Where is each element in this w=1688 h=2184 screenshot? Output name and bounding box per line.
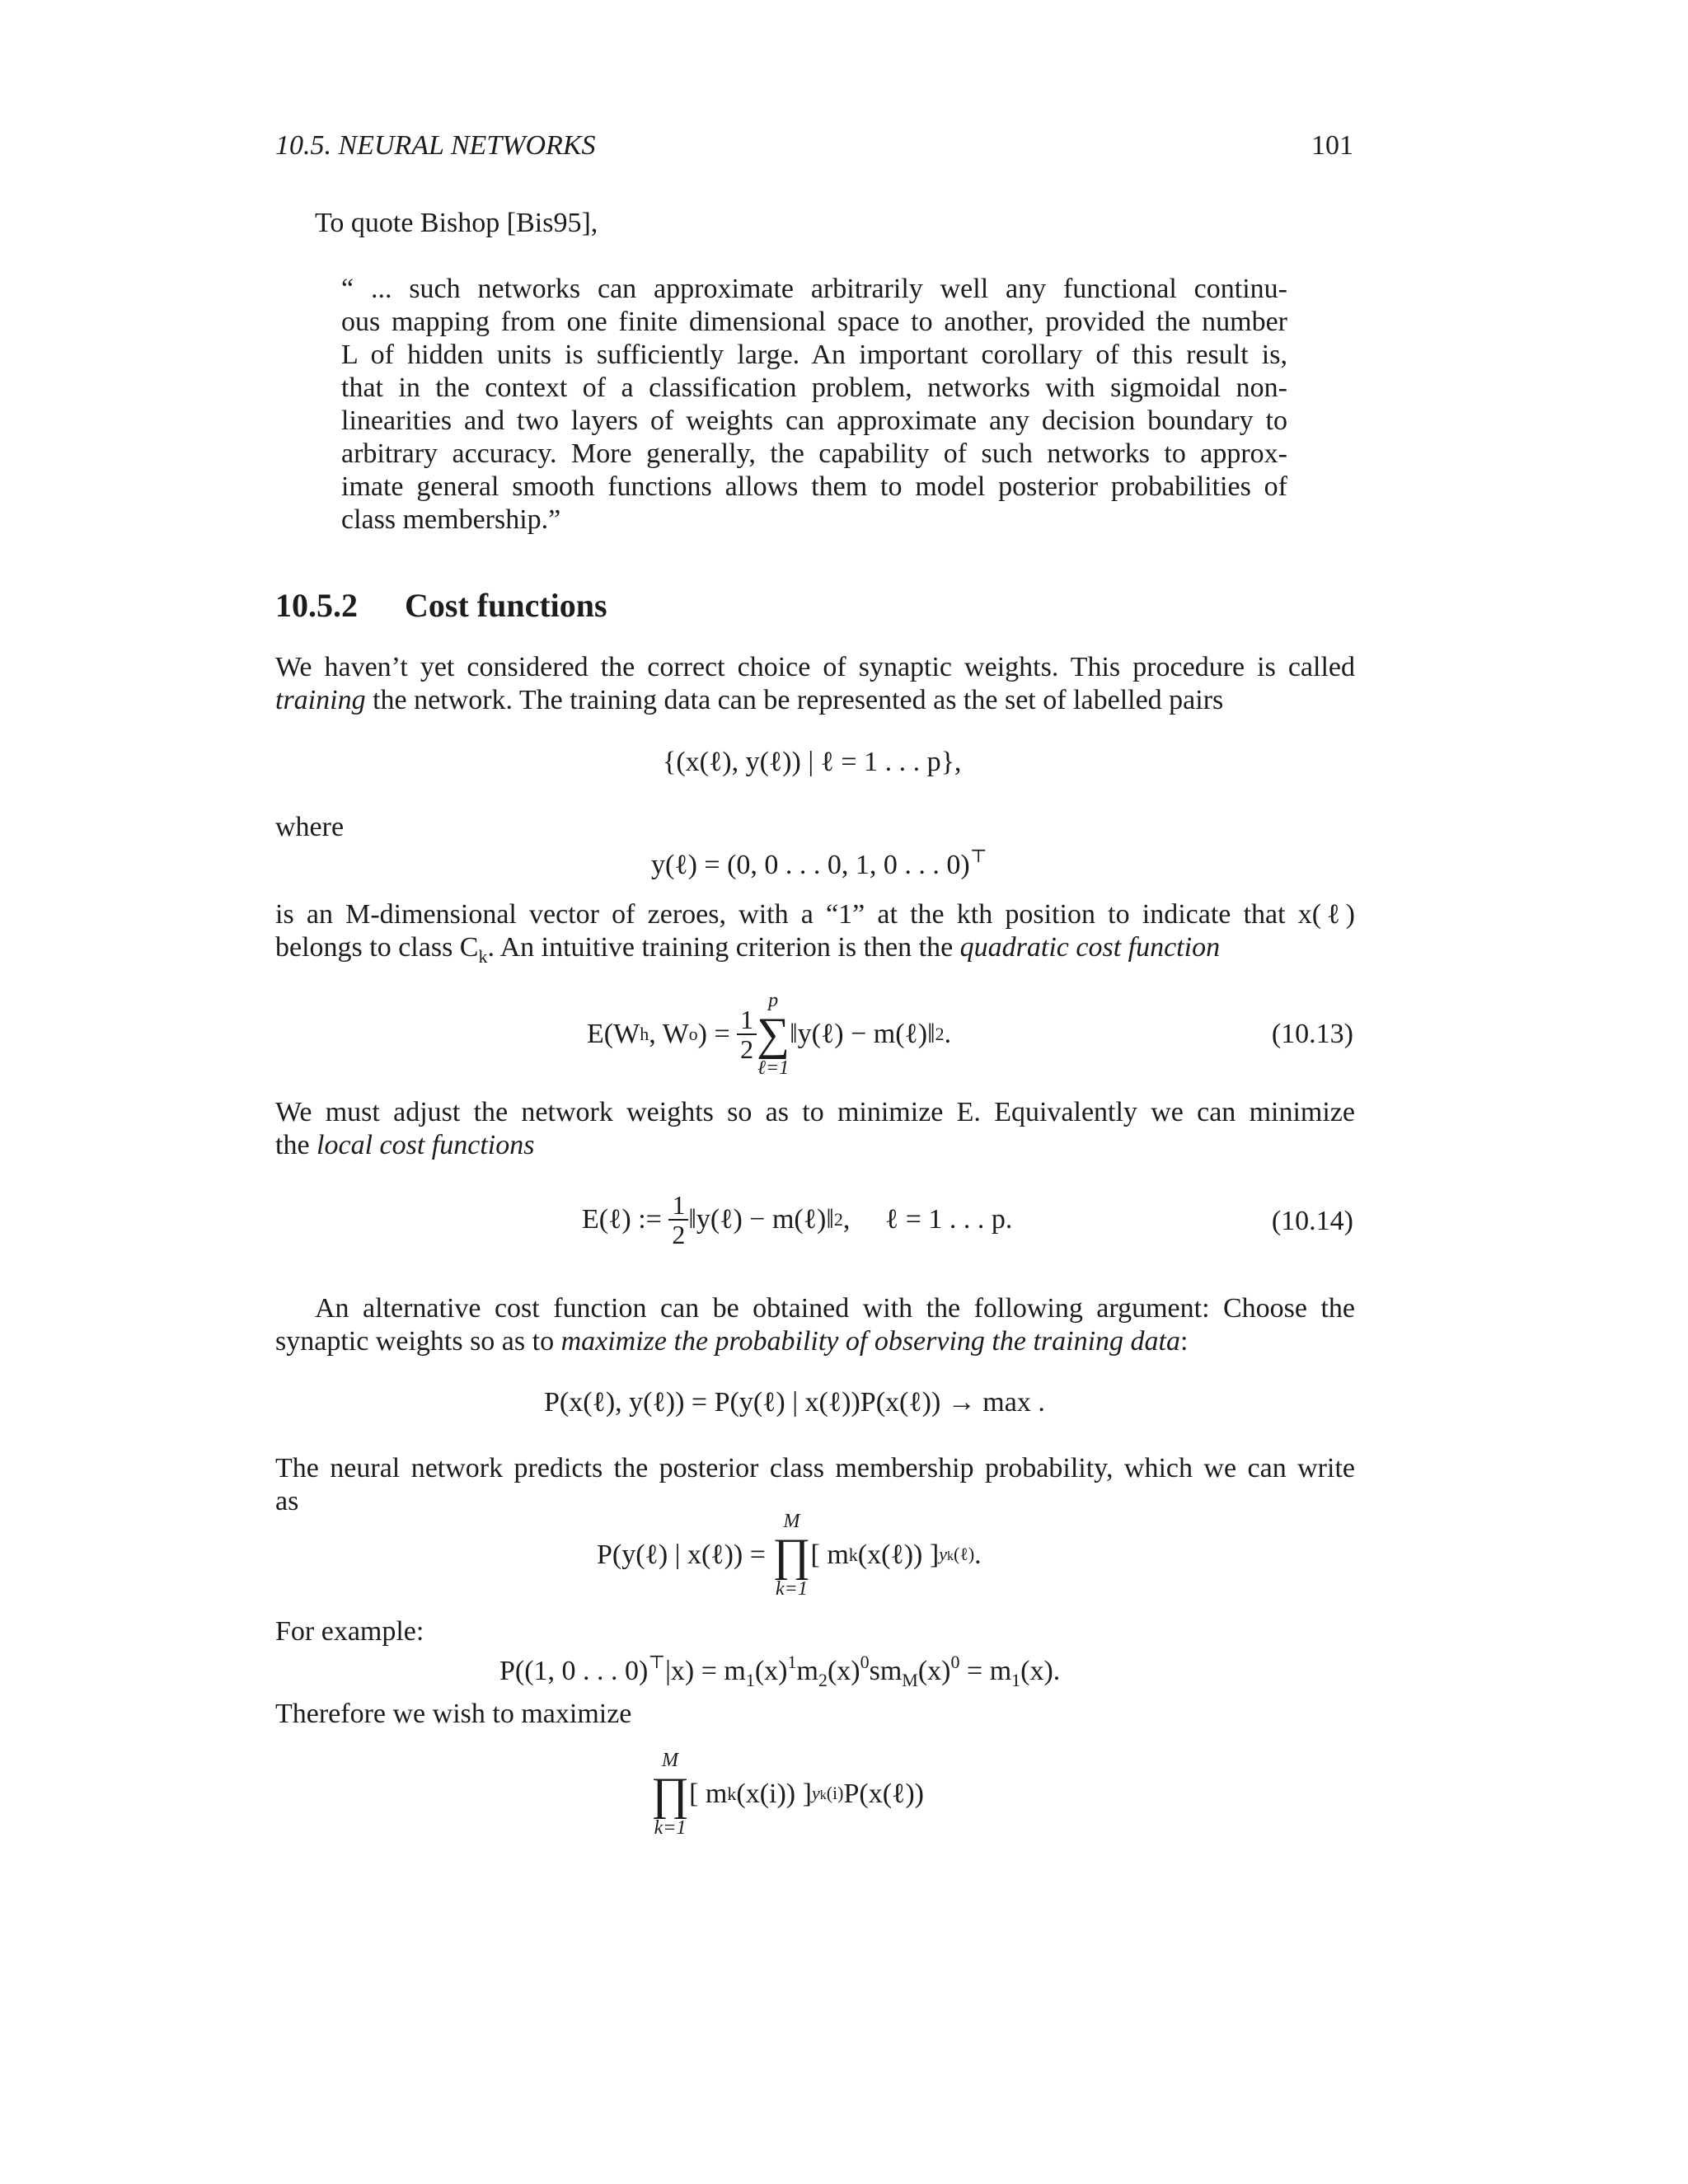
equation-10-13: E(W h , W o ) = $\frac{1}{2}$ p ∑ ℓ=1 ‖y(ℓ) − m(ℓ)‖ 2 . <box>587 990 952 1079</box>
denominator: 2 <box>672 1220 686 1249</box>
equation-text: m <box>796 1656 818 1686</box>
page-number: 101 <box>1311 130 1353 161</box>
paragraph-line: An alternative cost function can be obtained with the following argument: Choose the <box>315 1293 1355 1324</box>
exponent-text: y <box>939 1543 947 1564</box>
equation-text: sm <box>869 1656 903 1686</box>
superscript: 0 <box>950 1652 960 1672</box>
upper-limit: p <box>768 990 779 1011</box>
product-symbol: ∏ <box>772 1530 811 1581</box>
numerator: 1 <box>668 1191 688 1221</box>
quote-line: that in the context of a classification problem, networks with sigmoidal non- <box>341 373 1287 403</box>
equation-text: |x) = m <box>665 1656 746 1686</box>
equation-maximize: M ∏ k=1 [ m k (x(i)) ] yk(i) P(x(ℓ)) <box>651 1750 924 1839</box>
quote-line: arbitrary accuracy. More generally, the capability of such networks to approx- <box>341 438 1287 469</box>
equation-text: (x). <box>1020 1656 1061 1686</box>
paragraph-line: is an M-dimensional vector of zeroes, with a “1” at the kth position to indicate that x(ℓ) <box>275 899 1355 930</box>
therefore-label: Therefore we wish to maximize <box>275 1699 632 1729</box>
equation-text: ‖y(ℓ) − m(ℓ)‖ <box>688 1204 834 1235</box>
equation-text: E(W <box>587 1019 640 1049</box>
equation-number: (10.13) <box>1271 1019 1353 1049</box>
equation-text: . <box>974 1540 982 1570</box>
paragraph-text: : <box>1179 1326 1189 1357</box>
paragraph-line <box>275 1325 1355 1358</box>
quote-line: linearities and two layers of weights can approximate any decision boundary to <box>341 405 1287 436</box>
lower-limit: k=1 <box>654 1817 687 1839</box>
exponent <box>811 1782 844 1803</box>
equation-label-vector <box>651 846 987 882</box>
equation-text: , W <box>649 1019 689 1049</box>
product <box>772 1511 810 1600</box>
lower-limit: k=1 <box>776 1578 808 1600</box>
paragraph-alternative <box>275 1292 1355 1358</box>
paragraph-text: . An intuitive training criterion is then the <box>487 932 960 963</box>
section-number: 10.5.2 <box>275 587 358 624</box>
paragraph-quadratic <box>275 898 1355 967</box>
subscript: 1 <box>1011 1670 1021 1690</box>
equation-posterior: P(y(ℓ) | x(ℓ)) = M ∏ k=1 [ m k (x(ℓ)) ] yk(ℓ) . <box>597 1511 982 1600</box>
equation-number: (10.14) <box>1271 1206 1353 1236</box>
exponent-sub: k <box>946 1549 954 1563</box>
equation-text: [ m <box>689 1779 728 1809</box>
subscript: 1 <box>745 1670 755 1690</box>
upper-limit: M <box>783 1511 800 1532</box>
equation-text: y(ℓ) = (0, 0 . . . 0, 1, 0 . . . 0) <box>651 850 970 880</box>
superscript: 1 <box>787 1652 797 1672</box>
equation-text: P(y(ℓ) | x(ℓ)) = <box>597 1540 766 1570</box>
equation-text: P((1, 0 . . . 0) <box>499 1656 649 1686</box>
paragraph-line <box>275 1129 1355 1162</box>
equation-text: (x(i)) ] <box>736 1779 812 1809</box>
paragraph-line: We haven’t yet considered the correct choice of synaptic weights. This procedure is called <box>275 652 1355 682</box>
equation-text: (x) <box>827 1656 860 1686</box>
quote-line: imate general smooth functions allows them to model posterior probabilities of <box>341 471 1287 502</box>
paragraph-training <box>275 651 1355 717</box>
emphasis-text: maximize the probability of observing the training data <box>560 1326 1180 1357</box>
equation-text: (x) <box>917 1656 951 1686</box>
paragraph-text: synaptic weights so as to <box>275 1326 561 1357</box>
equation-text: (x(ℓ)) ] <box>857 1540 940 1570</box>
exponent-sub: k <box>819 1788 827 1802</box>
quote-line: “ ... such networks can approximate arbitrarily well any functional continu- <box>341 274 1287 304</box>
exponent-text: y <box>811 1782 820 1803</box>
sum-symbol: ∑ <box>757 1009 790 1060</box>
superscript: 0 <box>860 1652 870 1672</box>
paragraph-local-cost <box>275 1096 1355 1162</box>
denominator: 2 <box>740 1034 754 1064</box>
summation <box>757 990 790 1079</box>
section-heading <box>275 585 607 626</box>
quote-line: class membership.” <box>341 504 561 535</box>
product <box>651 1750 689 1839</box>
paragraph-line: The neural network predicts the posterior class membership probability, which we can write <box>275 1453 1355 1483</box>
transpose-symbol: ⊤ <box>969 846 987 866</box>
equation-text: [ m <box>810 1540 849 1570</box>
quote-line: L of hidden units is sufficiently large. An important corollary of this result is, <box>341 340 1287 370</box>
running-head: 10.5. NEURAL NETWORKS <box>275 130 596 161</box>
fraction <box>668 1191 688 1249</box>
where-label: where <box>275 812 345 842</box>
paragraph-text: the network. The training data can be represented as the set of labelled pairs <box>365 685 1224 715</box>
subscript: M <box>902 1670 918 1690</box>
numerator: 1 <box>737 1005 757 1035</box>
emphasis-text: local cost functions <box>316 1130 535 1160</box>
equation-example <box>499 1652 1061 1690</box>
transpose-symbol: ⊤ <box>648 1652 666 1672</box>
product-symbol: ∏ <box>651 1769 690 1820</box>
paragraph-line <box>275 931 1355 967</box>
subscript: k <box>478 946 488 967</box>
equation-text: (x) <box>754 1656 788 1686</box>
fraction <box>737 1005 757 1063</box>
equation-text: = m <box>959 1656 1012 1686</box>
lower-limit: ℓ=1 <box>757 1057 790 1079</box>
equation-10-14: E(ℓ) := $\frac{1}{2}$ ‖y(ℓ) − m(ℓ)‖ 2 , ℓ = 1 . . . p. <box>582 1190 1013 1249</box>
subscript: 2 <box>818 1670 828 1690</box>
exponent <box>939 1543 975 1564</box>
equation-text: E(ℓ) := <box>582 1204 662 1235</box>
equation-text: P(x(ℓ)) <box>843 1779 924 1809</box>
exponent-text: (i) <box>826 1782 844 1803</box>
intro-line: To quote Bishop [Bis95], <box>315 208 598 238</box>
quote-line: ous mapping from one finite dimensional space to another, provided the number <box>341 307 1287 337</box>
emphasis-text: quadratic cost function <box>959 932 1221 963</box>
equation-text: ) = <box>697 1019 730 1049</box>
paragraph-text: belongs to class C <box>275 932 479 963</box>
equation-text: . <box>944 1019 952 1049</box>
for-example-label: For example: <box>275 1616 424 1647</box>
paragraph-text: the <box>275 1130 317 1160</box>
paragraph-line: as <box>275 1486 299 1516</box>
paragraph-posterior <box>275 1452 1355 1518</box>
equation-training-set: {(x(ℓ), y(ℓ)) | ℓ = 1 . . . p}, <box>663 747 962 777</box>
equation-joint-probability: P(x(ℓ), y(ℓ)) = P(y(ℓ) | x(ℓ))P(x(ℓ)) → max . <box>544 1387 1045 1418</box>
emphasis-text: training <box>275 685 366 715</box>
exponent-text: (ℓ) <box>953 1543 975 1564</box>
paragraph-line: We must adjust the network weights so as to minimize E. Equivalently we can minimize <box>275 1097 1355 1127</box>
section-title: Cost functions <box>405 587 607 624</box>
paragraph-line <box>275 684 1355 717</box>
bishop-quote <box>341 273 1287 537</box>
upper-limit: M <box>662 1750 679 1771</box>
equation-text: ‖y(ℓ) − m(ℓ)‖ <box>790 1019 935 1049</box>
equation-text: , ℓ = 1 . . . p. <box>842 1204 1013 1235</box>
